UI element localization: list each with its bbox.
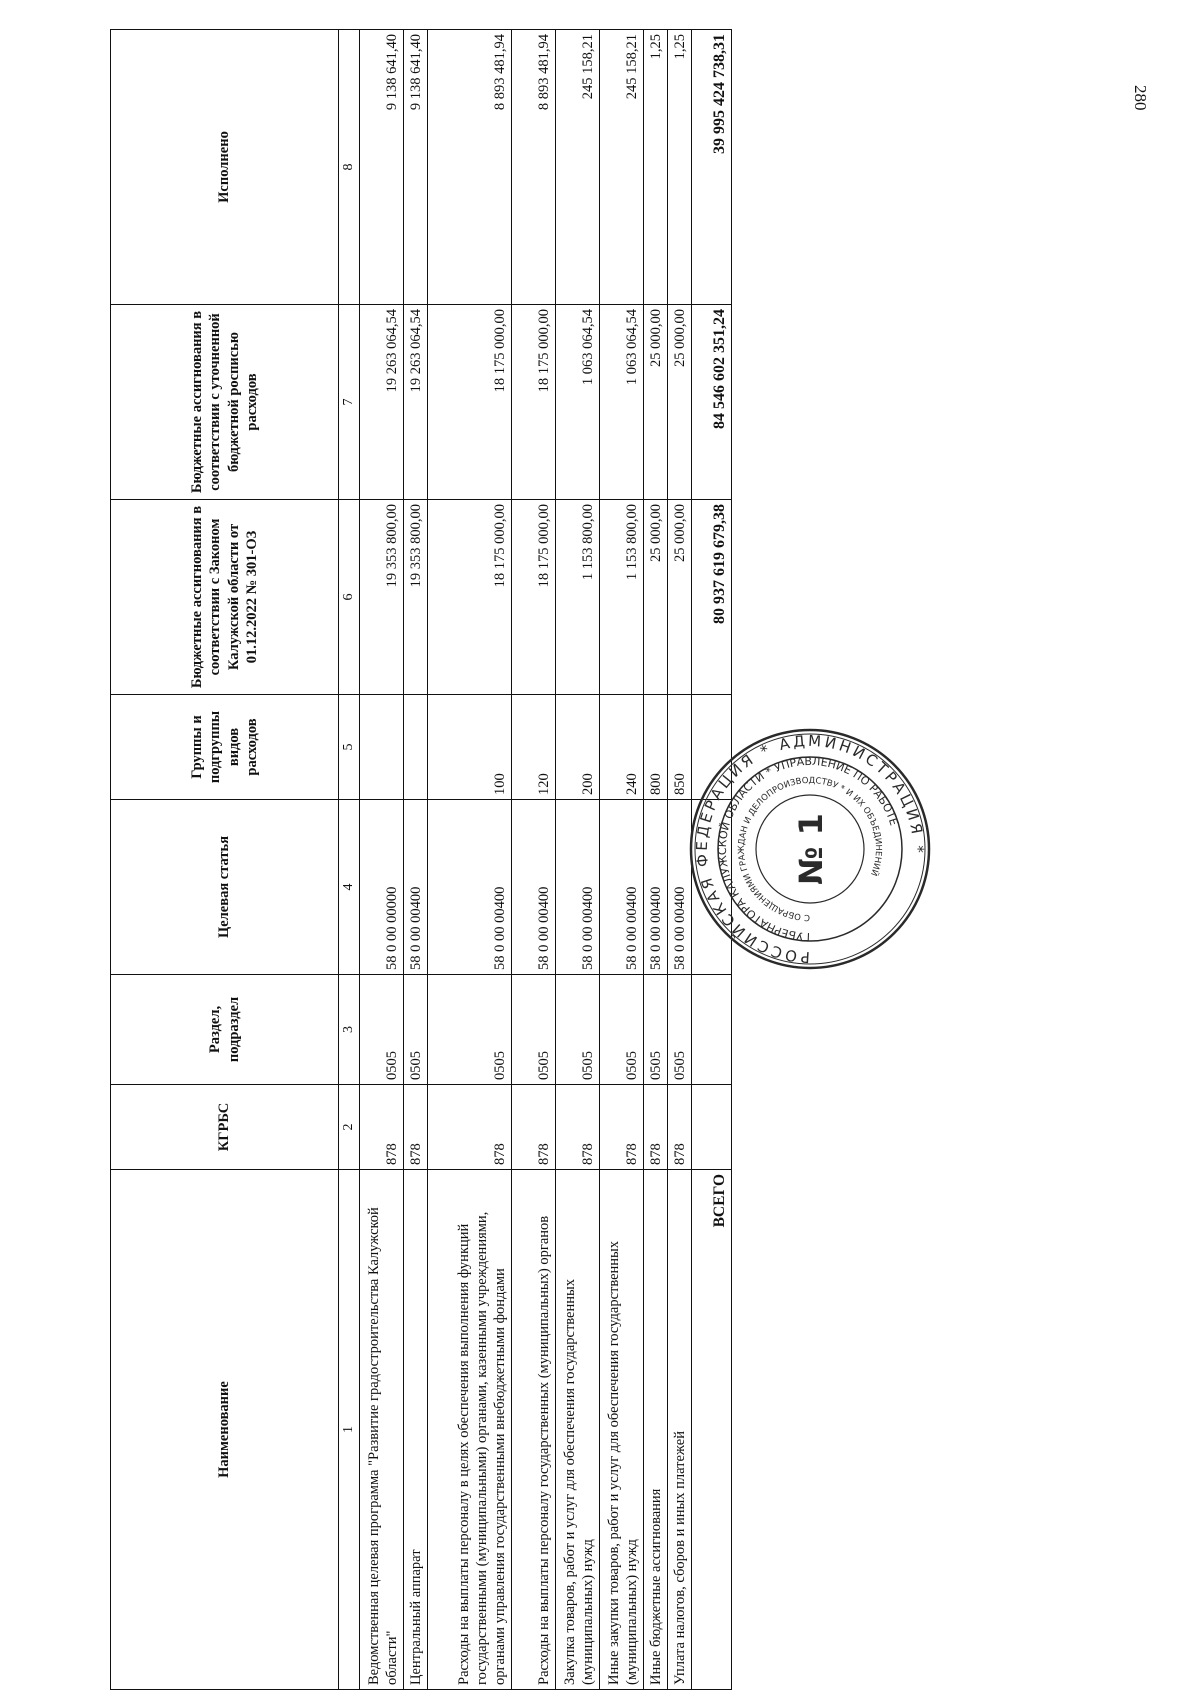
row-name: Расходы на выплаты персоналу государственных (муниципальных) органов bbox=[511, 1170, 555, 1690]
row-executed: 9 138 641,40 bbox=[359, 30, 403, 305]
column-number: 6 bbox=[339, 500, 360, 695]
total-label: ВСЕГО bbox=[691, 1170, 731, 1690]
row-refined: 25 000,00 bbox=[667, 305, 691, 500]
row-refined: 18 175 000,00 bbox=[511, 305, 555, 500]
table-row bbox=[511, 30, 555, 1690]
row-group: 120 bbox=[511, 695, 555, 800]
row-executed: 9 138 641,40 bbox=[403, 30, 427, 305]
row-group bbox=[359, 695, 403, 800]
header-executed: Исполнено bbox=[111, 30, 339, 305]
row-kgrbs: 878 bbox=[511, 1085, 555, 1170]
header-target: Целевая статья bbox=[111, 800, 339, 975]
row-kgrbs: 878 bbox=[427, 1085, 511, 1170]
total-executed: 39 995 424 738,31 bbox=[691, 30, 731, 305]
row-group: 100 bbox=[427, 695, 511, 800]
row-name: Иные закупки товаров, работ и услуг для обеспечения государственных (муниципальных) нужд bbox=[599, 1170, 643, 1690]
total-empty bbox=[691, 1085, 731, 1170]
official-stamp bbox=[688, 727, 932, 971]
column-number: 1 bbox=[339, 1170, 360, 1690]
row-executed: 245 158,21 bbox=[599, 30, 643, 305]
row-target: 58 0 00 00400 bbox=[599, 800, 643, 975]
row-name: Закупка товаров, работ и услуг для обеспечения государственных (муниципальных) нужд bbox=[555, 1170, 599, 1690]
budget-table-container bbox=[110, 30, 730, 1690]
row-target: 58 0 00 00400 bbox=[403, 800, 427, 975]
row-kgrbs: 878 bbox=[599, 1085, 643, 1170]
row-law: 18 175 000,00 bbox=[511, 500, 555, 695]
row-refined: 18 175 000,00 bbox=[427, 305, 511, 500]
row-group: 800 bbox=[643, 695, 667, 800]
column-number: 4 bbox=[339, 800, 360, 975]
row-refined: 19 263 064,54 bbox=[359, 305, 403, 500]
header-law: Бюджетные ассигнования в соответствии с Законом Калужской области от 01.12.2022 № 301-ОЗ bbox=[111, 500, 339, 695]
row-group: 850 bbox=[667, 695, 691, 800]
row-target: 58 0 00 00400 bbox=[511, 800, 555, 975]
row-group bbox=[403, 695, 427, 800]
total-law: 80 937 619 679,38 bbox=[691, 500, 731, 695]
row-group: 200 bbox=[555, 695, 599, 800]
row-law: 25 000,00 bbox=[667, 500, 691, 695]
row-law: 25 000,00 bbox=[643, 500, 667, 695]
table-row bbox=[427, 30, 511, 1690]
row-kgrbs: 878 bbox=[359, 1085, 403, 1170]
column-number: 7 bbox=[339, 305, 360, 500]
row-group: 240 bbox=[599, 695, 643, 800]
stamp-inner-text: С ОБРАЩЕНИЯМИ ГРАЖДАН И ДЕЛОПРОИЗВОДСТВУ * И ИХ ОБЪЕДИНЕНИЙ bbox=[736, 775, 884, 923]
row-name: Центральный аппарат bbox=[403, 1170, 427, 1690]
row-law: 19 353 800,00 bbox=[359, 500, 403, 695]
row-kgrbs: 878 bbox=[643, 1085, 667, 1170]
table-row bbox=[555, 30, 599, 1690]
row-executed: 1,25 bbox=[667, 30, 691, 305]
row-section: 0505 bbox=[403, 975, 427, 1085]
row-section: 0505 bbox=[511, 975, 555, 1085]
header-groups: Группы и подгруппы видов расходов bbox=[111, 695, 339, 800]
row-section: 0505 bbox=[359, 975, 403, 1085]
column-number: 5 bbox=[339, 695, 360, 800]
table-row bbox=[403, 30, 427, 1690]
row-refined: 19 263 064,54 bbox=[403, 305, 427, 500]
header-name: Наименование bbox=[111, 1170, 339, 1690]
stamp-number: № 1 bbox=[792, 813, 830, 885]
row-kgrbs: 878 bbox=[667, 1085, 691, 1170]
row-name: Ведомственная целевая программа "Развитие градостроительства Калужской области" bbox=[359, 1170, 403, 1690]
row-target: 58 0 00 00400 bbox=[667, 800, 691, 975]
row-section: 0505 bbox=[555, 975, 599, 1085]
row-executed: 245 158,21 bbox=[555, 30, 599, 305]
row-target: 58 0 00 00400 bbox=[555, 800, 599, 975]
row-law: 1 153 800,00 bbox=[599, 500, 643, 695]
row-refined: 25 000,00 bbox=[643, 305, 667, 500]
row-law: 19 353 800,00 bbox=[403, 500, 427, 695]
row-name: Уплата налогов, сборов и иных платежей bbox=[667, 1170, 691, 1690]
table-row bbox=[643, 30, 667, 1690]
header-refined: Бюджетные ассигнования в соответствии с уточненной бюджетной росписью расходов bbox=[111, 305, 339, 500]
total-refined: 84 546 602 351,24 bbox=[691, 305, 731, 500]
row-section: 0505 bbox=[599, 975, 643, 1085]
column-number-row bbox=[339, 30, 360, 1690]
row-law: 18 175 000,00 bbox=[427, 500, 511, 695]
row-section: 0505 bbox=[667, 975, 691, 1085]
header-row bbox=[111, 30, 339, 1690]
page-number: 280 bbox=[1131, 85, 1150, 111]
stamp-middle-text: ГУБЕРНАТОРА КАЛУЖСКОЙ ОБЛАСТИ * УПРАВЛЕНИЕ ПО РАБОТЕ bbox=[715, 754, 901, 944]
row-executed: 1,25 bbox=[643, 30, 667, 305]
row-refined: 1 063 064,54 bbox=[555, 305, 599, 500]
column-number: 3 bbox=[339, 975, 360, 1085]
row-refined: 1 063 064,54 bbox=[599, 305, 643, 500]
column-number: 2 bbox=[339, 1085, 360, 1170]
row-section: 0505 bbox=[427, 975, 511, 1085]
row-executed: 8 893 481,94 bbox=[511, 30, 555, 305]
row-executed: 8 893 481,94 bbox=[427, 30, 511, 305]
column-number: 8 bbox=[339, 30, 360, 305]
header-kgrbs: КГРБС bbox=[111, 1085, 339, 1170]
row-target: 58 0 00 00000 bbox=[359, 800, 403, 975]
table-row bbox=[359, 30, 403, 1690]
budget-table bbox=[110, 29, 732, 1690]
row-target: 58 0 00 00400 bbox=[427, 800, 511, 975]
row-law: 1 153 800,00 bbox=[555, 500, 599, 695]
stamp-outer-text: РОССИЙСКАЯ ФЕДЕРАЦИЯ * АДМИНИСТРАЦИЯ * bbox=[692, 731, 928, 967]
header-section: Раздел, подраздел bbox=[111, 975, 339, 1085]
total-empty bbox=[691, 975, 731, 1085]
row-name: Иные бюджетные ассигнования bbox=[643, 1170, 667, 1690]
row-name: Расходы на выплаты персоналу в целях обеспечения выполнения функций государственными (муниципальными) органами, казенными учреждениями, органами управления государственными внебюджетными фондами bbox=[427, 1170, 511, 1690]
row-target: 58 0 00 00400 bbox=[643, 800, 667, 975]
table-row bbox=[599, 30, 643, 1690]
row-kgrbs: 878 bbox=[555, 1085, 599, 1170]
row-kgrbs: 878 bbox=[403, 1085, 427, 1170]
row-section: 0505 bbox=[643, 975, 667, 1085]
